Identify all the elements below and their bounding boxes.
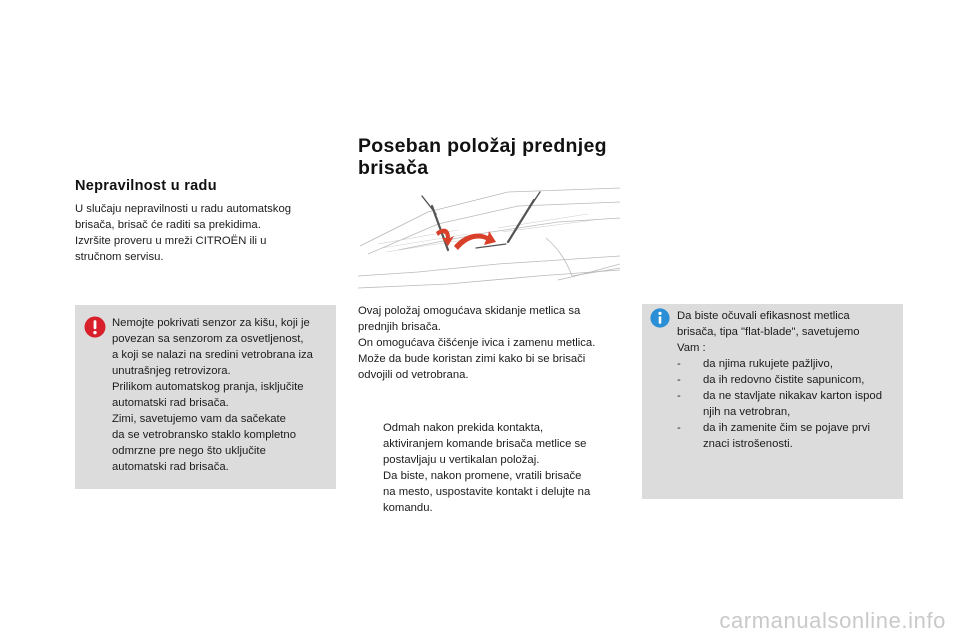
text-line: unutrašnjeg retrovizora. [112, 365, 231, 377]
watermark: carmanualsonline.info [719, 608, 946, 633]
heading-line: brisača [358, 157, 429, 179]
text-line: a koji se nalazi na sredini vetrobrana iza [112, 349, 313, 361]
text-line: komandu. [383, 502, 433, 514]
text-line: On omogućava čišćenje ivica i zamenu metlica. [358, 337, 596, 349]
list-item [677, 356, 902, 372]
text-line: da ih redovno čistite sapunicom, [703, 374, 865, 386]
text-line: Da biste očuvali efikasnost metlica [677, 310, 850, 322]
text-line: prednjih brisača. [358, 321, 441, 333]
list-item [677, 372, 902, 388]
dash-marker: - [677, 358, 681, 370]
text-line: postavljaju u vertikalan položaj. [383, 454, 540, 466]
text-line: povezan sa senzorom za osvetljenost, [112, 333, 304, 345]
text-line: Izvršite proveru u mreži CITROËN ili u [75, 235, 267, 247]
text-line: znaci istrošenosti. [703, 438, 793, 450]
warning-text [112, 315, 334, 475]
list-item [677, 420, 902, 452]
dash-marker: - [677, 390, 681, 402]
wiper-illustration [358, 184, 620, 292]
text-line: Prilikom automatskog pranja, isključite [112, 381, 304, 393]
info-box [642, 304, 903, 499]
text-line: odmrzne pre nego što uključite [112, 445, 266, 457]
dash-marker: - [677, 422, 681, 434]
text-line: da ih zamenite čim se pojave prvi [703, 422, 871, 434]
procedure-list [358, 420, 626, 516]
text-line: Vam : [677, 342, 706, 354]
info-icon [650, 308, 670, 328]
heading-line: Poseban položaj prednjeg [358, 135, 607, 157]
section-heading-wiper-position [358, 135, 607, 179]
text-line: Zimi, savetujemo vam da sačekate [112, 413, 286, 425]
list-item [358, 468, 626, 516]
text-line: Odmah nakon prekida kontakta, [383, 422, 544, 434]
text-line: stručnom servisu. [75, 251, 164, 263]
text-line: Ovaj položaj omogućava skidanje metlica sa [358, 305, 581, 317]
text-line: aktiviranjem komande brisača metlice se [383, 438, 587, 450]
text-line: automatski rad brisača. [112, 461, 229, 473]
dash-marker: - [677, 374, 681, 386]
info-text [677, 308, 902, 452]
text-line: Nemojte pokrivati senzor za kišu, koji je [112, 317, 310, 329]
text-line: automatski rad brisača. [112, 397, 229, 409]
list-item [358, 420, 626, 468]
text-line: da se vetrobransko staklo kompletno [112, 429, 296, 441]
text-line: da ne stavljate nikakav karton ispod [703, 390, 882, 402]
list-item [677, 388, 902, 420]
text-line: Da biste, nakon promene, vratili brisače [383, 470, 582, 482]
section-heading-malfunction: Nepravilnost u radu [75, 178, 217, 194]
text-line: njih na vetrobran, [703, 406, 791, 418]
text-line: U slučaju nepravilnosti u radu automatskog [75, 203, 292, 215]
text-line: brisača, brisač će raditi sa prekidima. [75, 219, 261, 231]
text-line: Može da bude koristan zimi kako bi se brisači [358, 353, 586, 365]
text-line: da njima rukujete pažljivo, [703, 358, 833, 370]
text-line: brisača, tipa "flat-blade", savetujemo [677, 326, 860, 338]
exclamation-warning-icon [84, 316, 106, 338]
warning-box [75, 305, 336, 489]
text-line: na mesto, uspostavite kontakt i delujte na [383, 486, 591, 498]
malfunction-paragraph [75, 201, 335, 265]
text-line: odvojili od vetrobrana. [358, 369, 469, 381]
wiper-position-paragraph [358, 303, 626, 383]
